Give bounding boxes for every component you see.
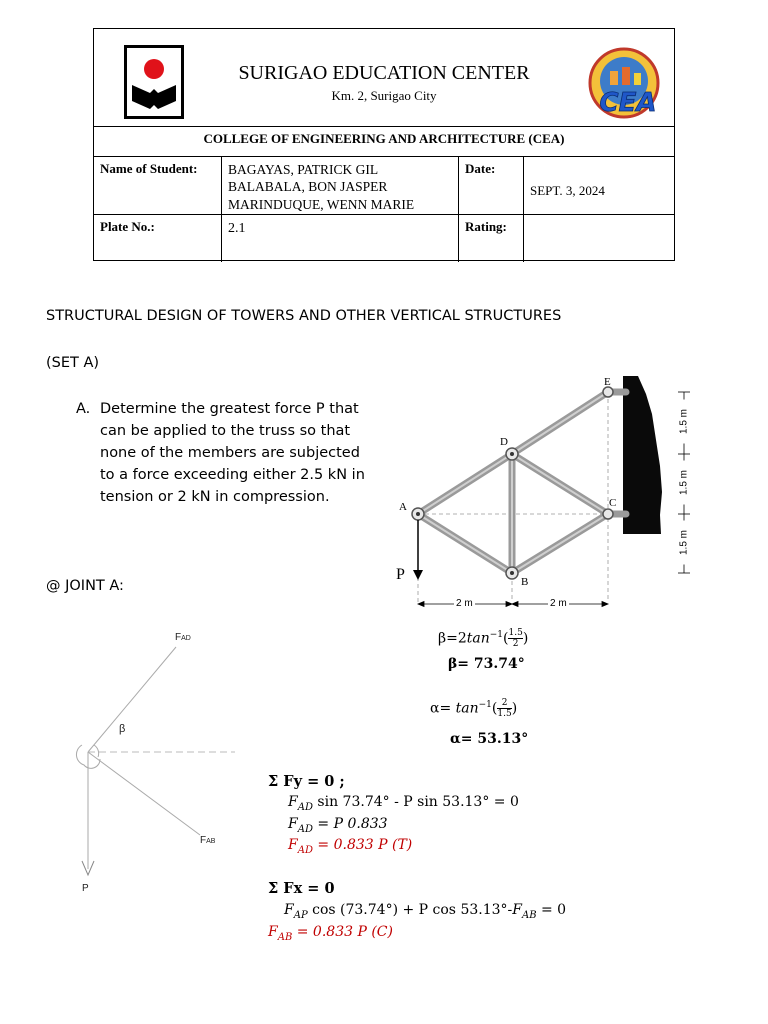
fy-line-3: $F_{AD} = 0.833$ P (T): [288, 837, 413, 856]
sum-fy-heading: Σ Fy = 0 ;: [268, 773, 345, 790]
joint-label-e: E: [604, 376, 611, 388]
joint-label-c: C: [609, 497, 617, 509]
problem-line-5: tension or 2 kN in compression.: [100, 489, 330, 505]
problem-line-3: none of the members are subjected: [100, 445, 360, 461]
beta-equation: $\beta=2\tan^{-1}$( $\frac{1.5}{2}$ ): [438, 628, 529, 649]
student-name-3: MARINDUQUE, WENN MARIE: [228, 197, 415, 212]
dim-right-2: 1.5 m: [679, 461, 690, 505]
dim-bottom-2: 2 m: [550, 598, 567, 609]
beta-result: β= 73.74°: [448, 656, 525, 672]
fbd-label-p: P: [82, 883, 89, 894]
free-body-diagram: [60, 625, 260, 905]
problem-marker: A.: [76, 401, 91, 417]
sum-fx-heading: Σ Fx = 0: [268, 880, 335, 897]
name-label: Name of Student:: [100, 161, 198, 176]
fbd-label-fad: FAD: [175, 632, 191, 643]
set-label: (SET A): [46, 355, 100, 371]
fbd-label-fab: FAB: [200, 835, 216, 846]
fx-line-2: $F_{AB} = 0.833$ P (C): [268, 924, 393, 943]
alpha-result: α= 53.13°: [450, 731, 529, 747]
joint-label-a: A: [399, 501, 407, 513]
rating-label: Rating:: [465, 219, 507, 234]
dim-right-1: 1.5 m: [679, 400, 690, 444]
date-label: Date:: [465, 161, 496, 176]
truss-diagram: [390, 370, 720, 620]
fy-line-1: $F_{AD}$ sin 73.74° - P sin 53.13° = 0: [288, 794, 519, 813]
document-title: STRUCTURAL DESIGN OF TOWERS AND OTHER VERTICAL STRUCTURES: [46, 308, 562, 324]
fbd-label-beta: β: [119, 723, 126, 735]
alpha-equation: $\alpha= \tan^{-1}$( $\frac{2}{1.5}$ ): [430, 698, 518, 719]
student-name-1: BAGAYAS, PATRICK GIL: [228, 162, 379, 177]
problem-line-2: can be applied to the truss so that: [100, 423, 351, 439]
joint-label-d: D: [500, 436, 508, 448]
joint-label: @ JOINT A:: [46, 578, 124, 594]
wall-support: [623, 376, 662, 534]
cea-logo: [586, 45, 664, 121]
problem-line-4: to a force exceeding either 2.5 kN in: [100, 467, 365, 483]
date-value: SEPT. 3, 2024: [530, 183, 605, 198]
problem-line-1: Determine the greatest force P that: [100, 401, 359, 417]
dim-right-3: 1.5 m: [679, 521, 690, 565]
school-address: Km. 2, Surigao City: [331, 88, 437, 103]
college-title: COLLEGE OF ENGINEERING AND ARCHITECTURE (CEA): [203, 131, 565, 146]
header-table: [93, 28, 675, 261]
joint-label-b: B: [521, 576, 529, 588]
cea-logo-text: CEA: [599, 88, 657, 118]
school-name: SURIGAO EDUCATION CENTER: [238, 62, 530, 84]
fy-line-2: $F_{AD} = P$ 0.833: [288, 816, 388, 835]
student-name-2: BALABALA, BON JASPER: [228, 179, 388, 194]
plate-value: 2.1: [228, 221, 246, 236]
dim-bottom-1: 2 m: [456, 598, 473, 609]
force-label-p: P: [396, 566, 405, 583]
plate-label: Plate No.:: [100, 219, 155, 234]
fx-line-1: $F_{AP}$ cos (73.74°) + P $\cos 53.13^\circ-F_{AB} = 0$: [284, 902, 567, 921]
